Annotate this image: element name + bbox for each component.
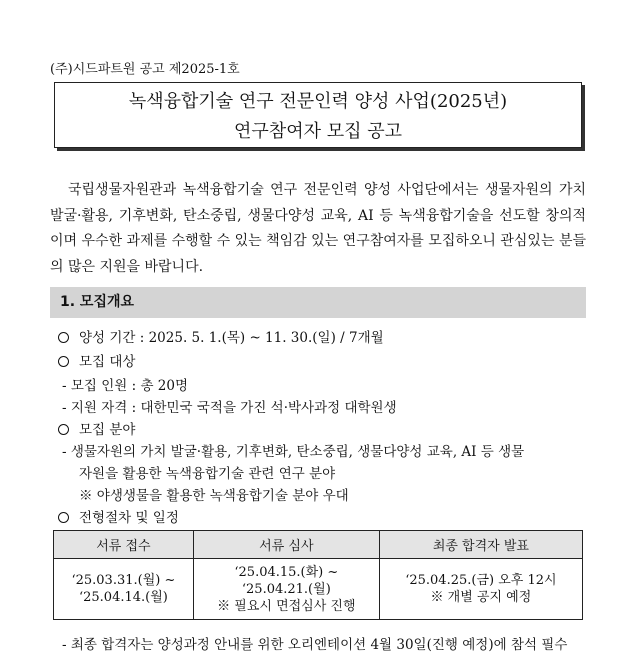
circle-bullet-icon [58, 332, 69, 343]
cell-text: ※ 필요시 면접심사 진행 [217, 598, 356, 614]
schedule-table [53, 530, 583, 620]
table-cell-announcement [379, 559, 582, 620]
target-count: - 모집 인원 : 총 20명 [62, 378, 188, 394]
page-title: 녹색융합기술 연구 전문인력 양성 사업(2025년) [128, 91, 508, 112]
schedule-heading-item [58, 506, 179, 526]
page-subtitle: 연구참여자 모집 공고 [234, 121, 402, 142]
field-heading: 모집 분야 [79, 422, 136, 438]
field-line-2: 자원을 활용한 녹색융합기술 관련 연구 분야 [79, 466, 336, 482]
table-header-submission: 서류 접수 [54, 531, 194, 559]
cell-text: ‘25.04.25.(금) 오후 12시 [405, 573, 557, 588]
table-cell-review [193, 559, 379, 620]
target-qualification: - 지원 자격 : 대한민국 국적을 가진 석·박사과정 대학원생 [62, 400, 397, 416]
schedule-heading: 전형절차 및 일정 [79, 510, 179, 526]
final-note: - 최종 합격자는 양성과정 안내를 위한 오리엔테이션 4월 30일(진행 예정)에 참석 필수 [62, 637, 568, 653]
field-line-1: - 생물자원의 가치 발굴·활용, 기후변화, 탄소중립, 생물다양성 교육, AI 등 생물 [62, 444, 525, 460]
title-box [54, 82, 582, 148]
notice-number: (주)시드파트원 공고 제2025-1호 [50, 62, 240, 77]
target-heading: 모집 대상 [79, 354, 136, 370]
table-header-announcement: 최종 합격자 발표 [379, 531, 582, 559]
cell-text: ‘25.04.21.(월) [241, 581, 331, 597]
table-cell-submission [54, 559, 194, 620]
target-heading-item [58, 350, 135, 370]
circle-bullet-icon [58, 356, 69, 367]
cell-text: ‘25.04.15.(화) ~ [234, 564, 339, 580]
period-item [58, 326, 384, 346]
field-heading-item [58, 418, 135, 438]
period-text: 양성 기간 : 2025. 5. 1.(목) ~ 11. 30.(일) / 7개월 [79, 330, 384, 346]
section-heading: 1. 모집개요 [50, 287, 586, 318]
cell-text: ‘25.04.14.(월) [79, 590, 168, 605]
cell-text: ※ 개별 공지 예정 [430, 590, 532, 605]
intro-paragraph: 국립생물자원관과 녹색융합기술 연구 전문인력 양성 사업단에서는 생물자원의 가치 발굴·활용, 기후변화, 탄소중립, 생물다양성 교육, AI 등 녹색융합기술을 선도할 창의적이며 우수한 과제를 수행할 수 있는 책임감 있는 연구참여자를 모집하오니 관심있는 분들의 많은 지원을 바랍니다. [50, 182, 586, 275]
circle-bullet-icon [58, 512, 69, 523]
table-header-review: 서류 심사 [193, 531, 379, 559]
cell-text: ‘25.03.31.(월) ~ [71, 573, 176, 588]
circle-bullet-icon [58, 424, 69, 435]
field-note: ※ 야생생물을 활용한 녹색융합기술 분야 우대 [79, 488, 349, 504]
